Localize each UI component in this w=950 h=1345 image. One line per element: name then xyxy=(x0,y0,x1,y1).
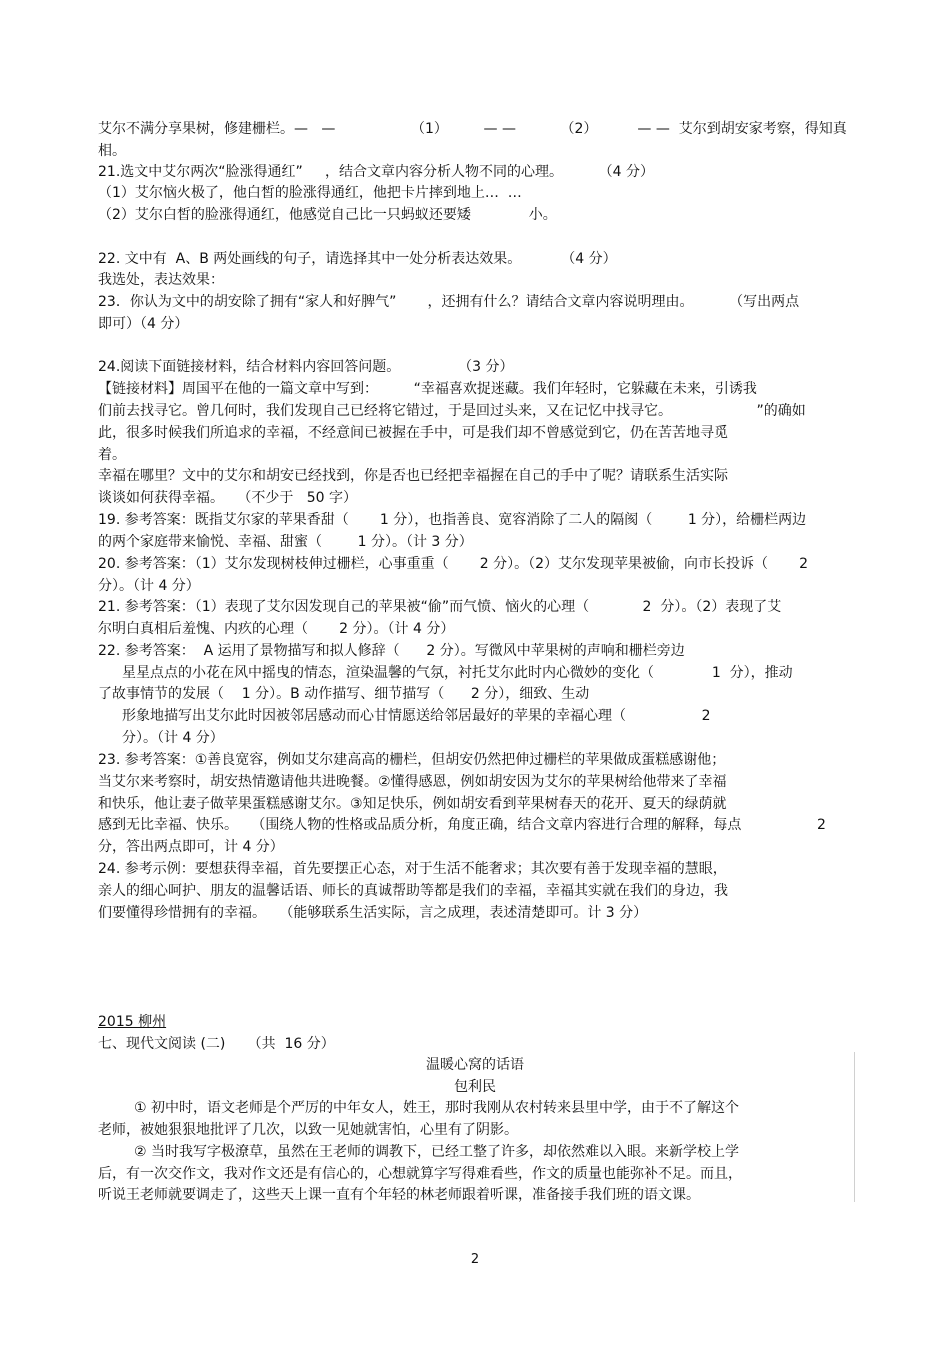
text-line: 我选处，表达效果： xyxy=(98,272,224,288)
text-line: 们前去找寻它。曾几何时，我们发现自己已经将它错过，于是回过头来，又在记忆中找寻它。 ”的确如 xyxy=(98,403,806,419)
text-line: （2）艾尔白皙的脸涨得通红，他感觉自己比一只蚂蚁还要矮 小。 xyxy=(98,207,557,223)
paragraph-line: 老师，被她狠狠地批评了几次，以致一见她就害怕，心里有了阴影。 xyxy=(98,1122,518,1138)
text-line: 的两个家庭带来愉悦、幸福、甜蜜（ 1 分）。（计 3 分） xyxy=(98,534,473,550)
text-line: 【链接材料】周国平在他的一篇文章中写到： “幸福喜欢捉迷藏。我们年轻时，它躲藏在未来，引诱我 xyxy=(98,381,757,397)
answer-24: 24. 参考示例：要想获得幸福，首先要摆正心态，对于生活不能奢求；其次要有善于发现幸福的慧眼， xyxy=(98,861,727,877)
text-line: 幸福在哪里？文中的艾尔和胡安已经找到，你是否也已经把幸福握在自己的手中了呢？请联系生活实际 xyxy=(98,468,728,484)
text-line: 亲人的细心呵护、朋友的温馨话语、师长的真诚帮助等都是我们的幸福，幸福其实就在我们的身边，我 xyxy=(98,883,728,899)
text-line: 相。 xyxy=(98,143,126,159)
text-line: 当艾尔来考察时，胡安热情邀请他共进晚餐。②懂得感恩，例如胡安因为艾尔的苹果树给他带来了幸福 xyxy=(98,774,727,790)
answer-20: 20. 参考答案：（1）艾尔发现树枝伸过栅栏，心事重重（ 2 分）。（2）艾尔发现苹果被偷，向市长投诉（ 2 xyxy=(98,556,809,572)
page-number: 2 xyxy=(470,1252,480,1267)
answer-21: 21. 参考答案：（1）表现了艾尔因发现自己的苹果被“偷”而气愤、恼火的心理（ 2 分）。（2）表现了艾 xyxy=(98,599,782,615)
paragraph-line: ② 当时我写字极潦草，虽然在王老师的调教下，已经工整了许多，却依然难以入眼。来新学校上学 xyxy=(134,1144,739,1160)
answer-22: 22. 参考答案： A 运用了景物描写和拟人修辞（ 2 分）。写微风中苹果树的声响和栅栏旁边 xyxy=(98,643,685,659)
question-23: 23．你认为文中的胡安除了拥有“家人和好脾气” ，还拥有什么？请结合文章内容说明理由。 （写出两点 xyxy=(98,294,800,310)
text-line: 此，很多时候我们所追求的幸福，不经意间已被握在手中，可是我们却不曾感觉到它，仍在苦苦地寻觅 xyxy=(98,425,728,441)
text-line: 星星点点的小花在风中摇曳的情态，渲染温馨的气氛，衬托艾尔此时内心微妙的变化（ 1 分），推动 xyxy=(122,665,793,681)
text-line: 着。 xyxy=(98,447,126,463)
text-line: 谈谈如何获得幸福。 （不少于 50 字） xyxy=(98,490,357,506)
text-line: 尔明白真相后羞愧、内疚的心理（ 2 分）。（计 4 分） xyxy=(98,621,455,637)
text-line: 了故事情节的发展（ 1 分）。B 动作描写、细节描写（ 2 分），细致、生动 xyxy=(98,686,590,702)
text-line: （1）艾尔恼火极了，他白皙的脸涨得通红，他把卡片摔到地上… … xyxy=(98,185,522,201)
question-24: 24.阅读下面链接材料，结合材料内容回答问题。 （3 分） xyxy=(98,359,514,375)
question-22: 22. 文中有 A、B 两处画线的句子，请选择其中一处分析表达效果。 （4 分） xyxy=(98,251,617,267)
paragraph-line: 后，有一次交作文，我对作文还是有信心的，心想就算字写得难看些，作文的质量也能弥补不足。而且， xyxy=(98,1166,742,1182)
article-title: 温暖心窝的话语 xyxy=(426,1057,524,1073)
text-line: 分）。（计 4 分） xyxy=(122,730,224,746)
text-line: 即可）（4 分） xyxy=(98,316,189,332)
text-line: 和快乐，他让妻子做苹果蛋糕感谢艾尔。③知足快乐，例如胡安看到苹果树春天的花开、夏天的绿荫就 xyxy=(98,796,727,812)
section-heading: 七、现代文阅读 (二) （共 16 分） xyxy=(98,1036,335,1052)
column-divider xyxy=(854,1052,855,1202)
article-author: 包利民 xyxy=(454,1079,496,1095)
text-line: 分）。（计 4 分） xyxy=(98,578,200,594)
text-line: 分，答出两点即可，计 4 分） xyxy=(98,839,284,855)
text-line: 感到无比幸福、快乐。 （围绕人物的性格或品质分析，角度正确，结合文章内容进行合理的解释，每点 2 xyxy=(98,817,826,833)
source-label: 2015 柳州 xyxy=(98,1014,167,1030)
paragraph-line: 听说王老师就要调走了，这些天上课一直有个年轻的林老师跟着听课，准备接手我们班的语文课。 xyxy=(98,1187,700,1203)
text-line: 艾尔不满分享果树，修建栅栏。— — （1） — — （2） — — 艾尔到胡安家考察，得知真 xyxy=(98,121,847,137)
text-line: 形象地描写出艾尔此时因被邻居感动而心甘情愿送给邻居最好的苹果的幸福心理（ 2 xyxy=(122,708,711,724)
paragraph-line: ① 初中时，语文老师是个严厉的中年女人，姓王，那时我刚从农村转来县里中学，由于不了解这个 xyxy=(134,1100,739,1116)
question-21: 21.选文中艾尔两次“脸涨得通红” ，结合文章内容分析人物不同的心理。 （4 分） xyxy=(98,164,654,180)
answer-23: 23. 参考答案：①善良宽容，例如艾尔建高高的栅栏，但胡安仍然把伸过栅栏的苹果做成蛋糕感谢他； xyxy=(98,752,726,768)
answer-19: 19. 参考答案：既指艾尔家的苹果香甜（ 1 分），也指善良、宽容消除了二人的隔阂（ 1 分），给栅栏两边 xyxy=(98,512,807,528)
text-line: 们要懂得珍惜拥有的幸福。 （能够联系生活实际，言之成理，表述清楚即可。计 3 分） xyxy=(98,905,648,921)
